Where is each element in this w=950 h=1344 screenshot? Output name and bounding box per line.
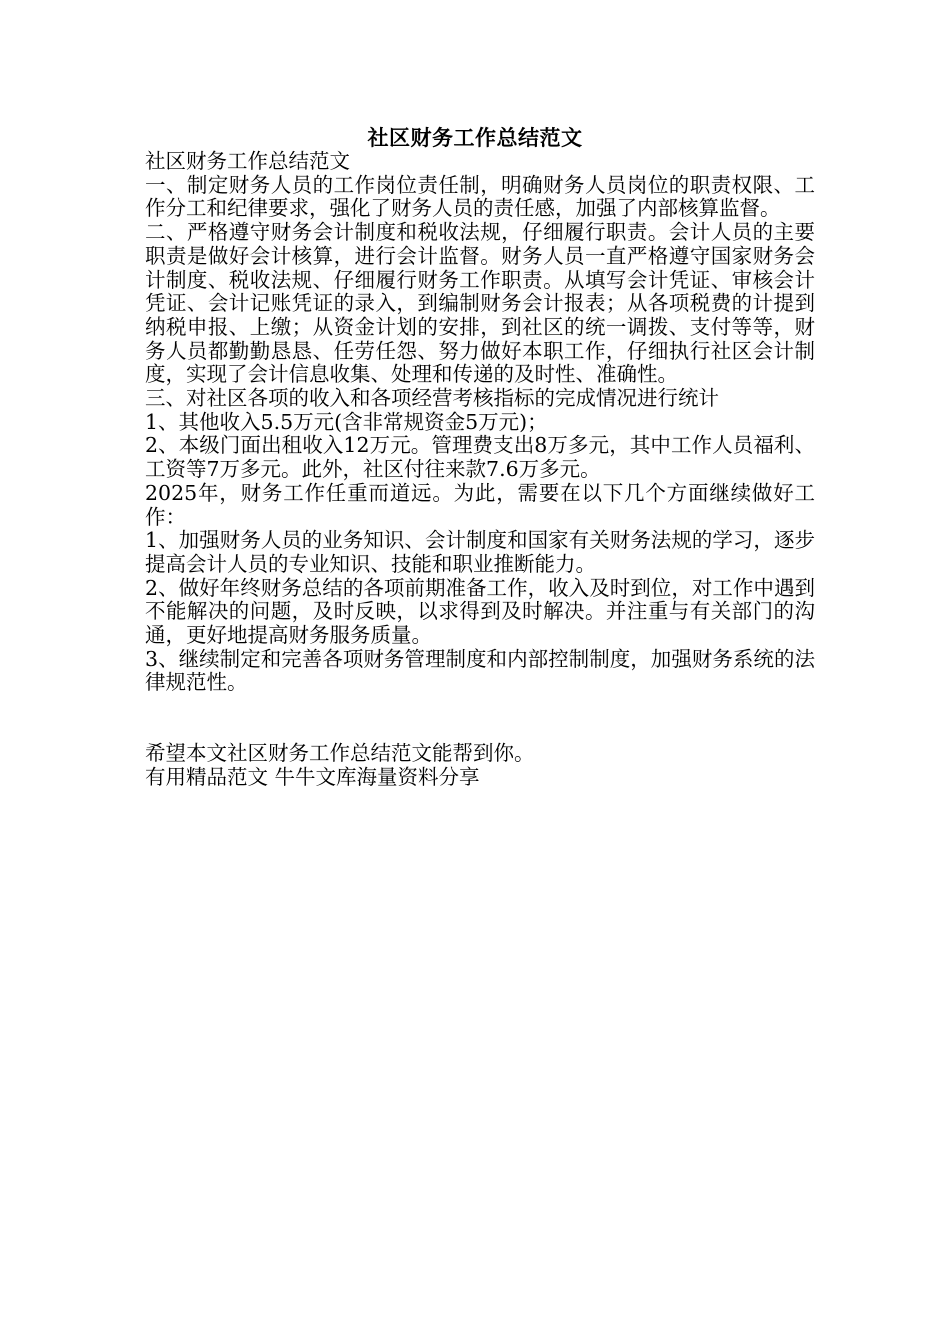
paragraph-responsibility-system: 一、制定财务人员的工作岗位责任制，明确财务人员岗位的职责权限、工作分工和纪律要求，强化了财务人员的责任感，加强了内部核算监督。 [145, 172, 815, 221]
paragraph-plan-1: 1、加强财务人员的业务知识、会计制度和国家有关财务法规的学习，逐步提高会计人员的专业知识、技能和职业推断能力。 [145, 528, 815, 576]
document-title: 社区财务工作总结范文 [367, 125, 583, 150]
paragraph-statistics-heading: 三、对社区各项的收入和各项经营考核指标的完成情况进行统计 [145, 386, 719, 411]
closing-footer: 有用精品范文 牛牛文库海量资料分享 [145, 764, 480, 789]
paragraph-outlook: 2025年，财务工作任重而道远。为此，需要在以下几个方面继续做好工作： [145, 480, 815, 529]
paragraph-compliance: 二、严格遵守财务会计制度和税收法规，仔细履行职责。会计人员的主要职责是做好会计核算，进行会计监督。财务人员一直严格遵守国家财务会计制度、税收法规、仔细履行财务工作职责。从填写会计凭证、审核会计凭证、会计记账凭证的录入，到编制财务会计报表；从各项税费的计提到纳税申报、上缴；从资金计划的安排，到社区的统一调拨、支付等等，财务人员都勤勤恳恳、任劳任怨、努力做好本职工作，仔细执行社区会计制度，实现了会计信息收集、处理和传递的及时性、准确性。 [145, 220, 815, 387]
blank-space [145, 695, 815, 742]
intro-heading: 社区财务工作总结范文 [145, 149, 350, 173]
paragraph-other-income: 1、其他收入5.5万元(含非常规资金5万元)； [145, 409, 548, 434]
paragraph-plan-2: 2、做好年终财务总结的各项前期准备工作，收入及时到位，对工作中遇到不能解决的问题，及时反映，以求得到及时解决。并注重与有关部门的沟通，更好地提高财务服务质量。 [145, 575, 815, 648]
paragraph-rental-income: 2、本级门面出租收入12万元。管理费支出8万多元，其中工作人员福利、工资等7万多元。此外，社区付往来款7.6万多元。 [145, 433, 815, 482]
closing-wish: 希望本文社区财务工作总结范文能帮到你。 [145, 741, 535, 766]
paragraph-plan-3: 3、继续制定和完善各项财务管理制度和内部控制制度，加强财务系统的法律规范性。 [145, 646, 815, 695]
document-body [145, 150, 815, 790]
